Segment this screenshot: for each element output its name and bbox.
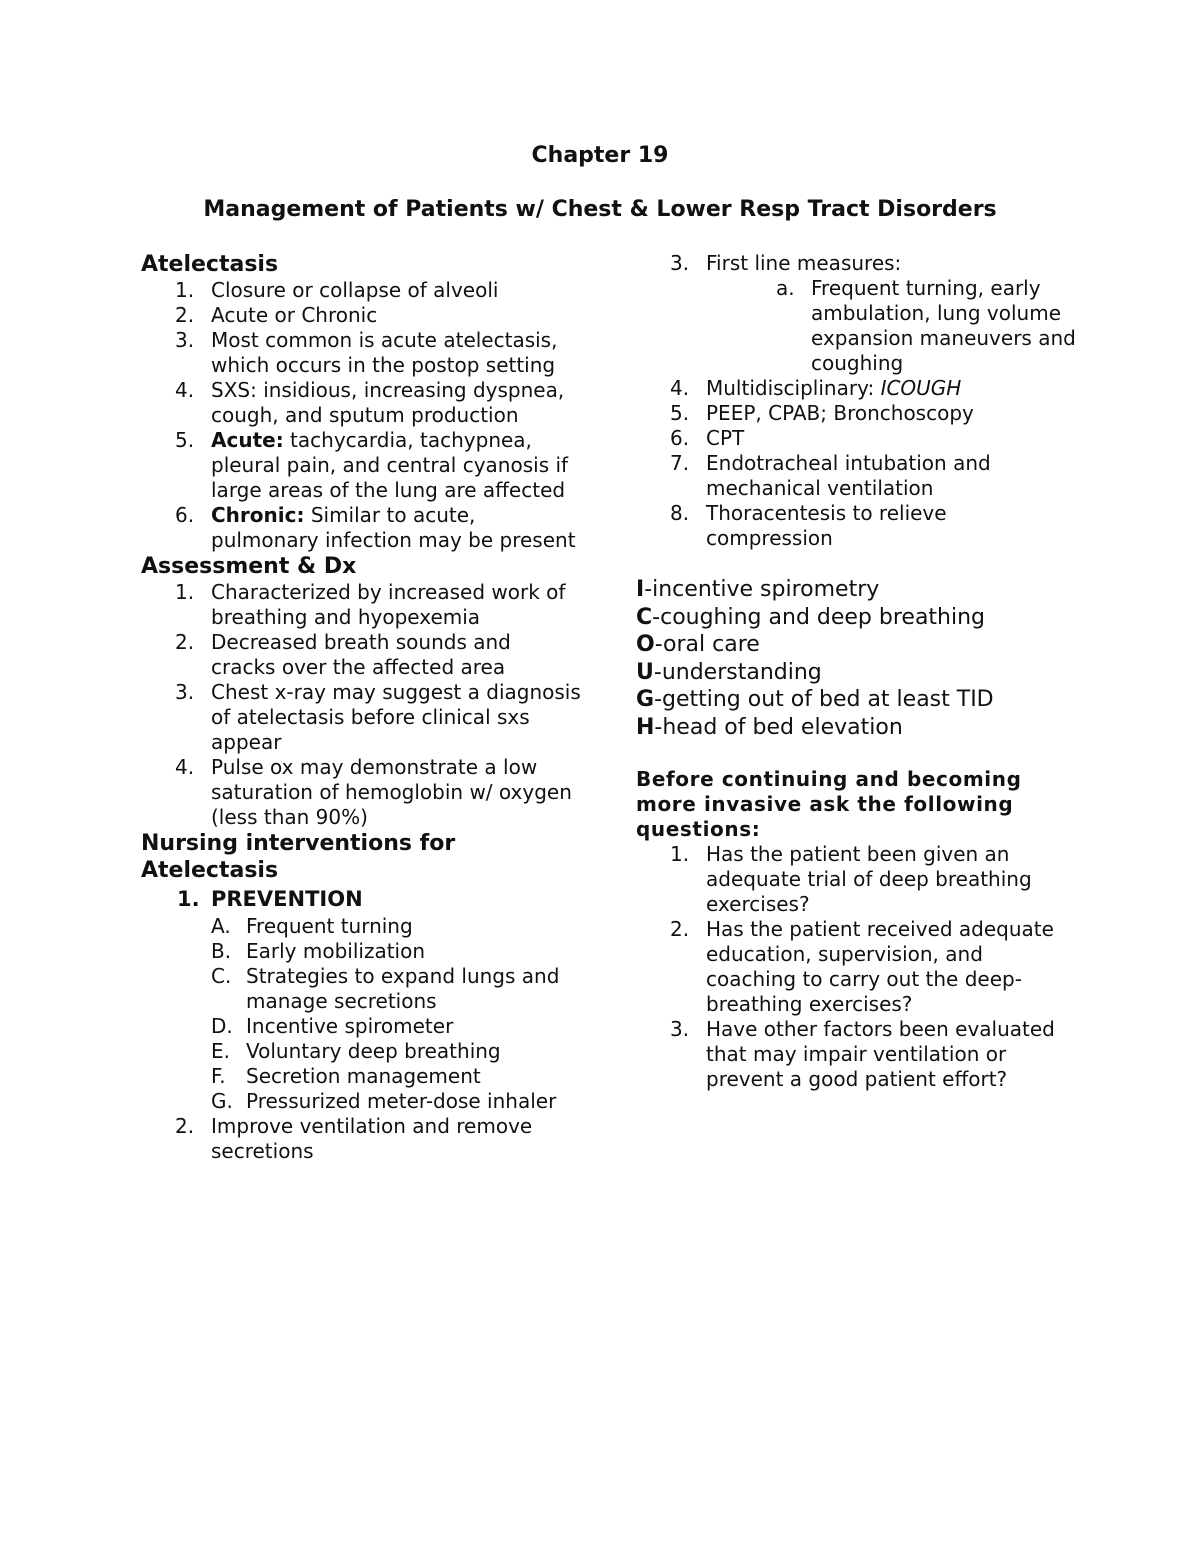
atelectasis-heading: Atelectasis xyxy=(141,252,279,277)
item-text: Pulse ox may demonstrate a low saturation of hemoglobin w/ oxygen (less than 90%) xyxy=(211,755,572,829)
item-number: 2. xyxy=(670,917,690,941)
item-text: Has the patient been given an adequate trial of deep breathing exercises? xyxy=(706,842,1032,916)
item-number: G. xyxy=(211,1089,233,1113)
item-number: 6. xyxy=(175,503,195,527)
assessment-list xyxy=(141,580,581,830)
list-item xyxy=(141,328,581,378)
item-text: PEEP, CPAB; Bronchoscopy xyxy=(706,401,974,425)
list-item xyxy=(141,680,581,755)
item-number: C. xyxy=(211,964,232,988)
mnemonic-line xyxy=(636,576,1076,604)
mnemonic-letter: U xyxy=(636,659,654,685)
page-title: Chapter 19 xyxy=(531,143,669,168)
list-item xyxy=(636,401,1076,426)
item-text: Acute or Chronic xyxy=(211,303,378,327)
item-text: Closure or collapse of alveoli xyxy=(211,278,499,302)
item-number: F. xyxy=(211,1064,226,1088)
right-column xyxy=(636,251,1076,1092)
item-number: 1. xyxy=(175,278,195,302)
item-text: Voluntary deep breathing xyxy=(246,1039,501,1063)
list-item xyxy=(141,580,581,630)
item-text: Similar to acute, pulmonary infection may be present xyxy=(211,503,576,552)
item-text: Most common is acute atelectasis, which occurs in the postop setting xyxy=(211,328,558,377)
list-item xyxy=(636,251,1076,276)
list-item xyxy=(636,1017,1076,1092)
item-number: 5. xyxy=(670,401,690,425)
item-number: 1. xyxy=(175,580,195,604)
list-item xyxy=(141,378,581,428)
list-item xyxy=(141,1114,581,1164)
mnemonic-line xyxy=(636,714,1076,742)
item-text: Secretion management xyxy=(246,1064,481,1088)
item-number: 2. xyxy=(175,303,195,327)
item-number: 7. xyxy=(670,451,690,475)
mnemonic-letter: I xyxy=(636,577,645,602)
item-italic-text: ICOUGH xyxy=(880,376,962,400)
mnemonic-line xyxy=(636,686,1076,714)
item-number: 1. xyxy=(670,842,690,866)
item-text: Thoracentesis to relieve compression xyxy=(706,501,947,550)
questions-heading: Before continuing and becoming more invasive ask the following questions: xyxy=(636,767,1022,841)
item-number: a. xyxy=(776,276,795,300)
item-text: SXS: insidious, increasing dyspnea, cough, and sputum production xyxy=(211,378,565,427)
mnemonic-text: -understanding xyxy=(653,659,822,685)
list-item xyxy=(141,503,581,553)
list-item xyxy=(636,376,1076,401)
item-number: 3. xyxy=(175,328,195,352)
list-item xyxy=(141,1014,581,1039)
list-item xyxy=(141,939,581,964)
item-text: First line measures: xyxy=(706,251,902,275)
item-text: PREVENTION xyxy=(211,887,363,911)
item-number: 4. xyxy=(670,376,690,400)
item-number: 1. xyxy=(177,887,200,911)
list-item xyxy=(141,755,581,830)
list-item xyxy=(141,278,581,303)
questions-list xyxy=(636,842,1076,1092)
interventions-continued-list xyxy=(636,251,1076,551)
mnemonic-line xyxy=(636,604,1076,632)
item-text: Chest x-ray may suggest a diagnosis of atelectasis before clinical sxs appear xyxy=(211,680,581,754)
list-item xyxy=(141,428,581,503)
item-number: 8. xyxy=(670,501,690,525)
item-text: Decreased breath sounds and cracks over the affected area xyxy=(211,630,511,679)
list-item xyxy=(141,1064,581,1089)
item-number: 3. xyxy=(670,1017,690,1041)
item-text: Early mobilization xyxy=(246,939,426,963)
mnemonic-text: -oral care xyxy=(654,632,760,657)
list-item xyxy=(636,276,1076,376)
item-number: 2. xyxy=(175,1114,195,1138)
item-text: Improve ventilation and remove secretions xyxy=(211,1114,533,1163)
list-item xyxy=(141,914,581,939)
list-item xyxy=(141,1089,581,1114)
item-text: Characterized by increased work of breathing and hyopexemia xyxy=(211,580,566,629)
list-item xyxy=(141,1039,581,1064)
item-number: D. xyxy=(211,1014,233,1038)
nursing-list xyxy=(141,884,581,1164)
prevention-item xyxy=(141,884,581,914)
page-subtitle: Management of Patients w/ Chest & Lower Resp Tract Disorders xyxy=(203,197,997,222)
item-text: Endotracheal intubation and mechanical ventilation xyxy=(706,451,991,500)
mnemonic-letter: O xyxy=(636,632,655,657)
list-item xyxy=(636,842,1076,917)
list-item xyxy=(636,426,1076,451)
mnemonic-text: -incentive spirometry xyxy=(644,577,880,602)
item-number: 4. xyxy=(175,378,195,402)
item-number: A. xyxy=(211,914,231,938)
list-item xyxy=(636,451,1076,501)
nursing-heading: Nursing interventions for Atelectasis xyxy=(141,831,456,883)
assessment-heading: Assessment & Dx xyxy=(141,554,357,579)
mnemonic-text: -getting out of bed at least TID xyxy=(654,687,994,712)
mnemonic-letter: G xyxy=(636,687,655,712)
list-item xyxy=(141,630,581,680)
item-number: B. xyxy=(211,939,232,963)
item-text: Have other factors been evaluated that may impair ventilation or prevent a good patient effort? xyxy=(706,1017,1055,1091)
item-text: Pressurized meter-dose inhaler xyxy=(246,1089,557,1113)
mnemonic-text: -coughing and deep breathing xyxy=(652,604,986,630)
item-number: 3. xyxy=(175,680,195,704)
list-item xyxy=(636,917,1076,1017)
item-number: 6. xyxy=(670,426,690,450)
item-number: 4. xyxy=(175,755,195,779)
item-text: Multidisciplinary: xyxy=(706,376,881,400)
icough-mnemonic xyxy=(636,576,1076,741)
list-item xyxy=(141,303,581,328)
item-text: Has the patient received adequate education, supervision, and coaching to carry out the deep-breathing exercises? xyxy=(706,917,1054,1016)
list-item xyxy=(636,501,1076,551)
item-text: Incentive spirometer xyxy=(246,1014,454,1038)
item-number: 3. xyxy=(670,251,690,275)
list-item xyxy=(141,964,581,1014)
item-number: E. xyxy=(211,1039,230,1063)
item-number: 2. xyxy=(175,630,195,654)
item-text: Strategies to expand lungs and manage secretions xyxy=(246,964,560,1013)
left-column xyxy=(141,251,581,1164)
item-text: CPT xyxy=(706,426,745,450)
item-number: 5. xyxy=(175,428,195,452)
mnemonic-text: -head of bed elevation xyxy=(654,714,903,740)
item-text: tachycardia, tachypnea, pleural pain, and central cyanosis if large areas of the lung are affected xyxy=(211,428,569,502)
mnemonic-letter: H xyxy=(636,714,655,740)
mnemonic-line xyxy=(636,631,1076,659)
mnemonic-line xyxy=(636,659,1076,687)
atelectasis-list xyxy=(141,278,581,553)
item-label: Acute: xyxy=(211,428,284,452)
mnemonic-letter: C xyxy=(636,604,653,630)
item-text: Frequent turning xyxy=(246,914,413,938)
item-label: Chronic: xyxy=(211,503,305,527)
item-text: Frequent turning, early ambulation, lung volume expansion maneuvers and coughing xyxy=(811,276,1076,375)
